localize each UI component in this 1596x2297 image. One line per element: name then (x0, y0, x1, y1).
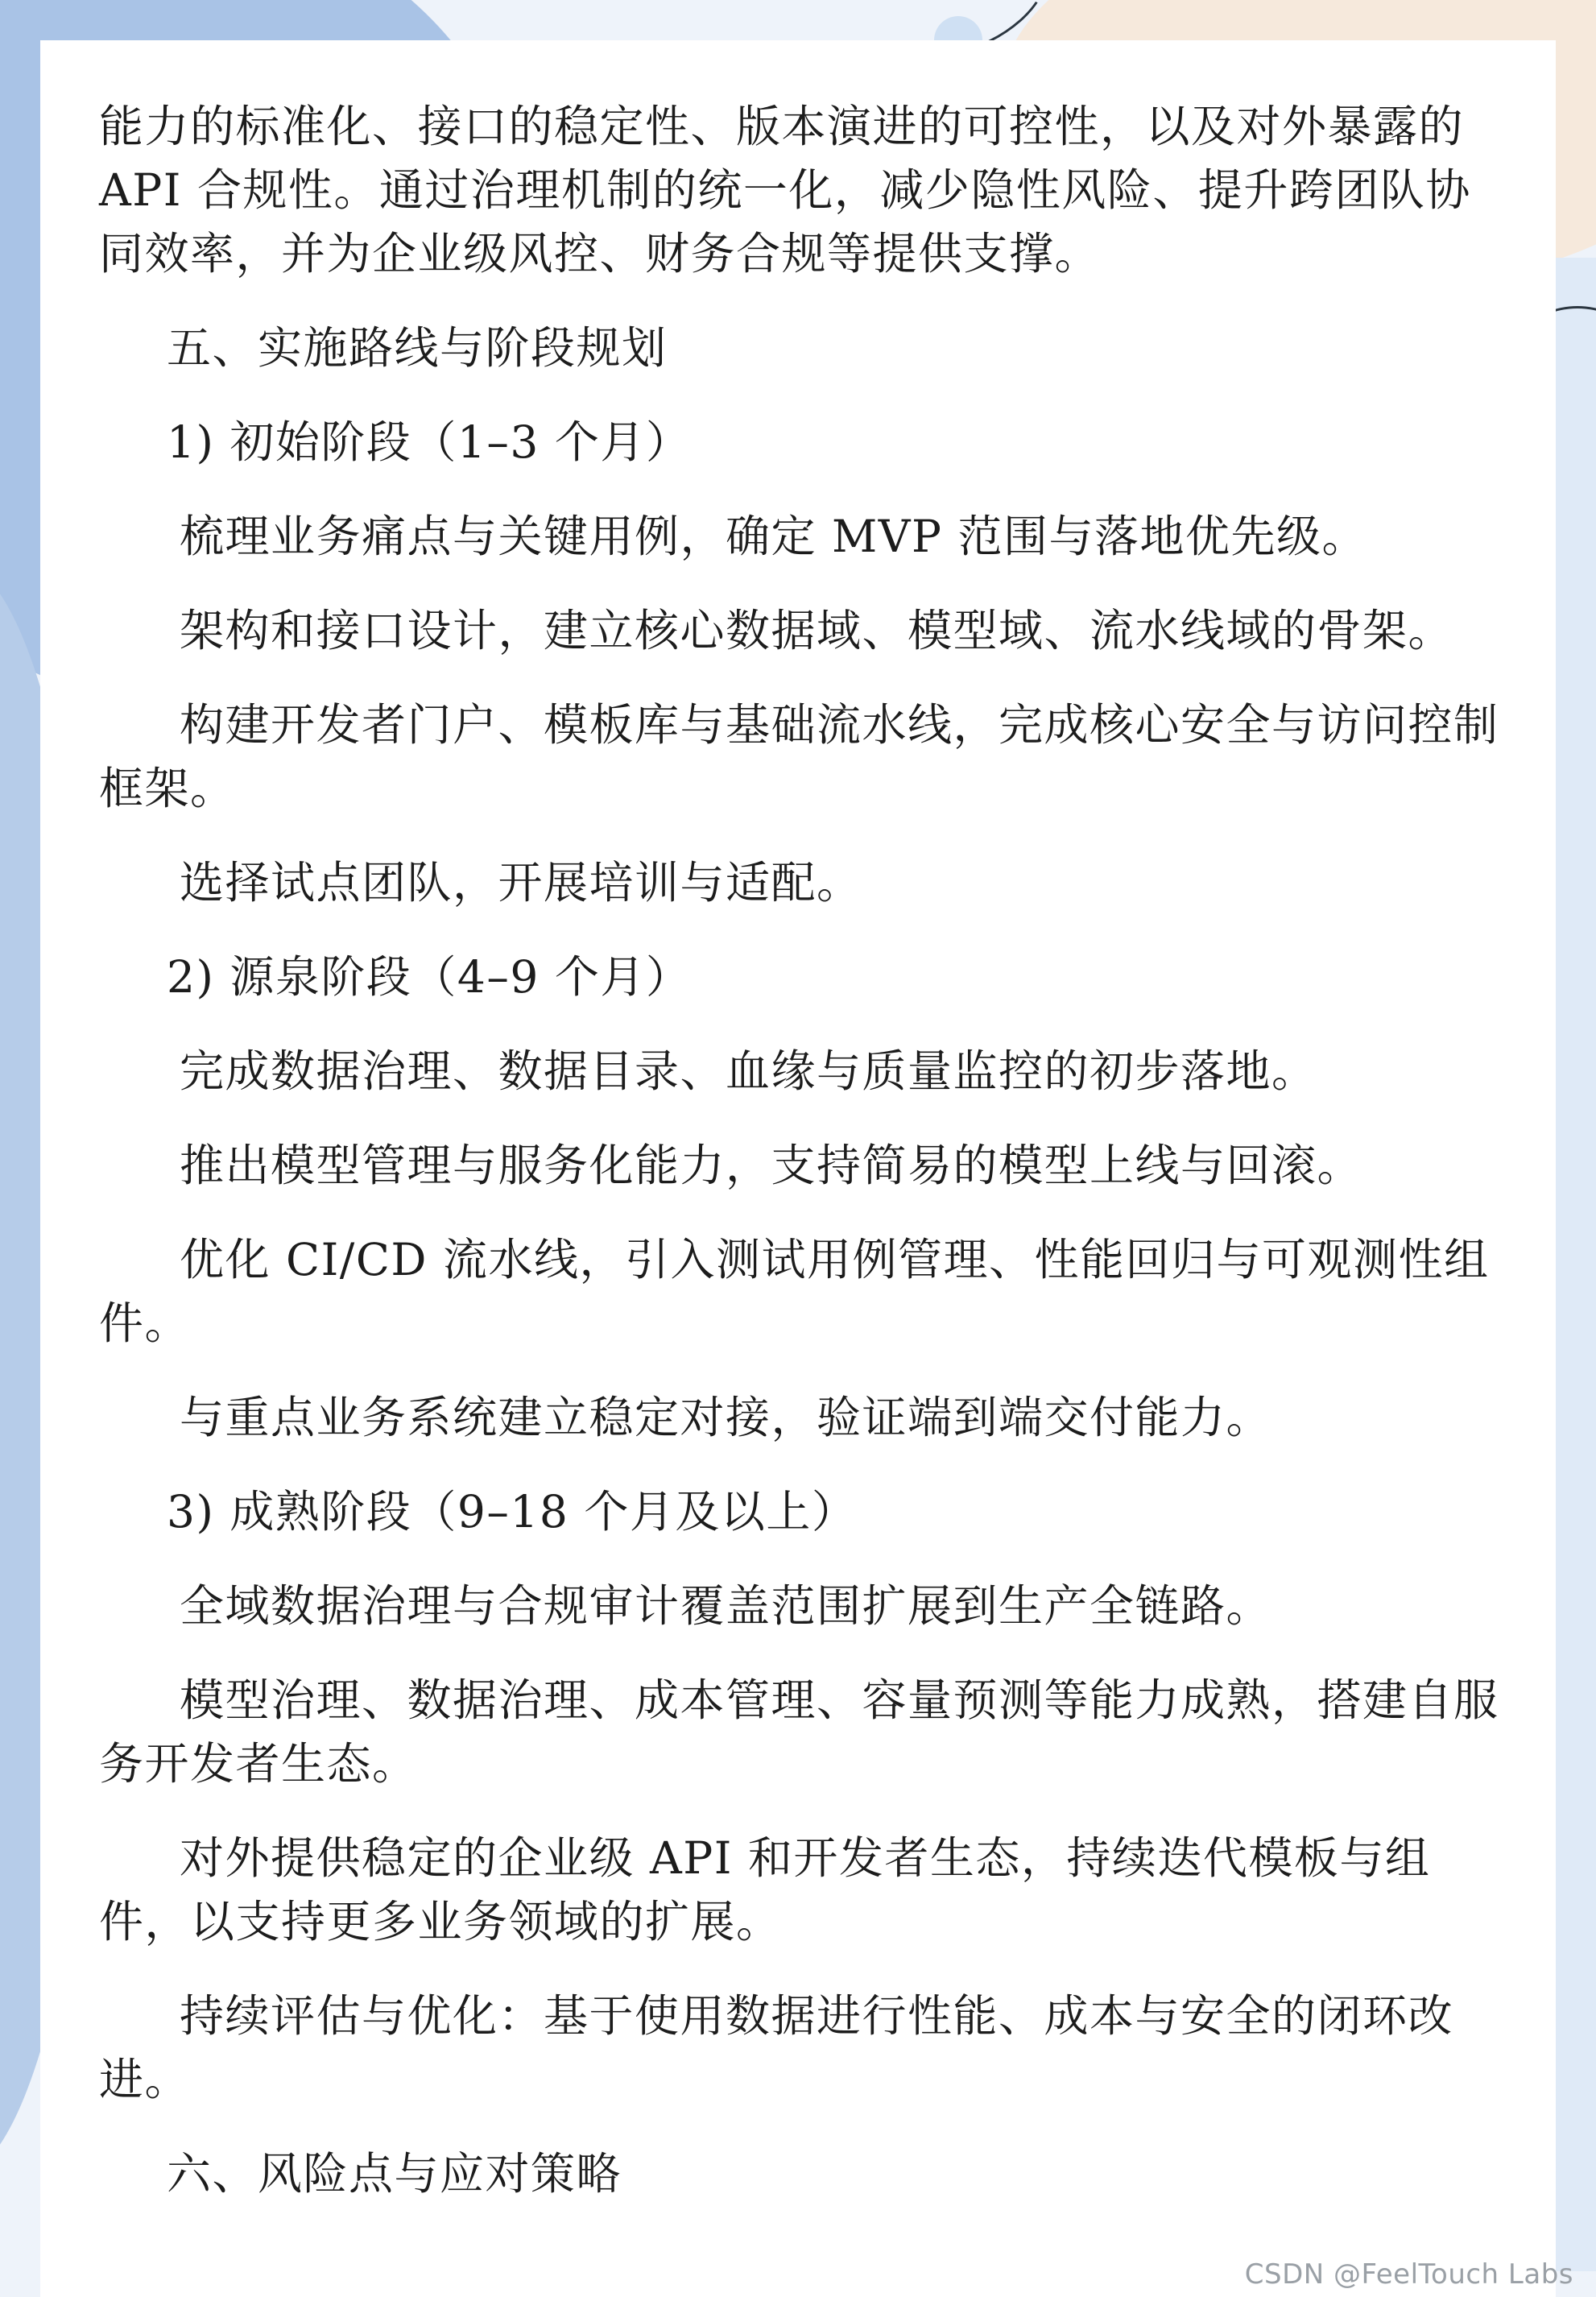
document-body (99, 95, 1500, 2237)
list-item: 全域数据治理与合规审计覆盖范围扩展到生产全链路。 (180, 1580, 1272, 1632)
paragraph-governance-summary: 能力的标准化、接口的稳定性、版本演进的可控性，以及对外暴露的API 合规性。通过治理机制的统一化，减少隐性风险、提升跨团队协同效率，并为企业级风控、财务合规等提供支撑。 (99, 101, 1471, 279)
section-heading-implementation-roadmap: 五、实施路线与阶段规划 (167, 322, 668, 374)
list-item: 模型治理、数据治理、成本管理、容量预测等能力成熟，搭建自服务开发者生态。 (99, 1674, 1499, 1790)
list-item: 优化 CI/CD 流水线，引入测试用例管理、性能回归与可观测性组件。 (99, 1234, 1490, 1349)
list-item: 持续评估与优化：基于使用数据进行性能、成本与安全的闭环改进。 (99, 1990, 1454, 2105)
phase-heading-initial: 1) 初始阶段（1–3 个月） (167, 416, 692, 468)
watermark: CSDN @FeelTouch Labs (1244, 2258, 1573, 2291)
list-item: 梳理业务痛点与关键用例，确定 MVP 范围与落地优先级。 (180, 511, 1368, 562)
list-item: 构建开发者门户、模板库与基础流水线，完成核心安全与访问控制框架。 (99, 699, 1499, 814)
list-item: 完成数据治理、数据目录、血缘与质量监控的初步落地。 (180, 1045, 1317, 1097)
list-item: 与重点业务系统建立稳定对接，验证端到端交付能力。 (180, 1392, 1272, 1443)
phase-heading-source: 2) 源泉阶段（4–9 个月） (167, 951, 692, 1003)
list-item: 选择试点团队，开展培训与适配。 (180, 857, 862, 908)
section-heading-risks: 六、风险点与应对策略 (167, 2148, 622, 2200)
list-item: 架构和接口设计，建立核心数据域、模型域、流水线域的骨架。 (180, 605, 1454, 656)
list-item: 对外提供稳定的企业级 API 和开发者生态，持续迭代模板与组件，以支持更多业务领域的扩展。 (99, 1832, 1431, 1947)
phase-heading-mature: 3) 成熟阶段（9–18 个月及以上） (167, 1486, 858, 1538)
list-item: 推出模型管理与服务化能力，支持简易的模型上线与回滚。 (180, 1140, 1363, 1191)
